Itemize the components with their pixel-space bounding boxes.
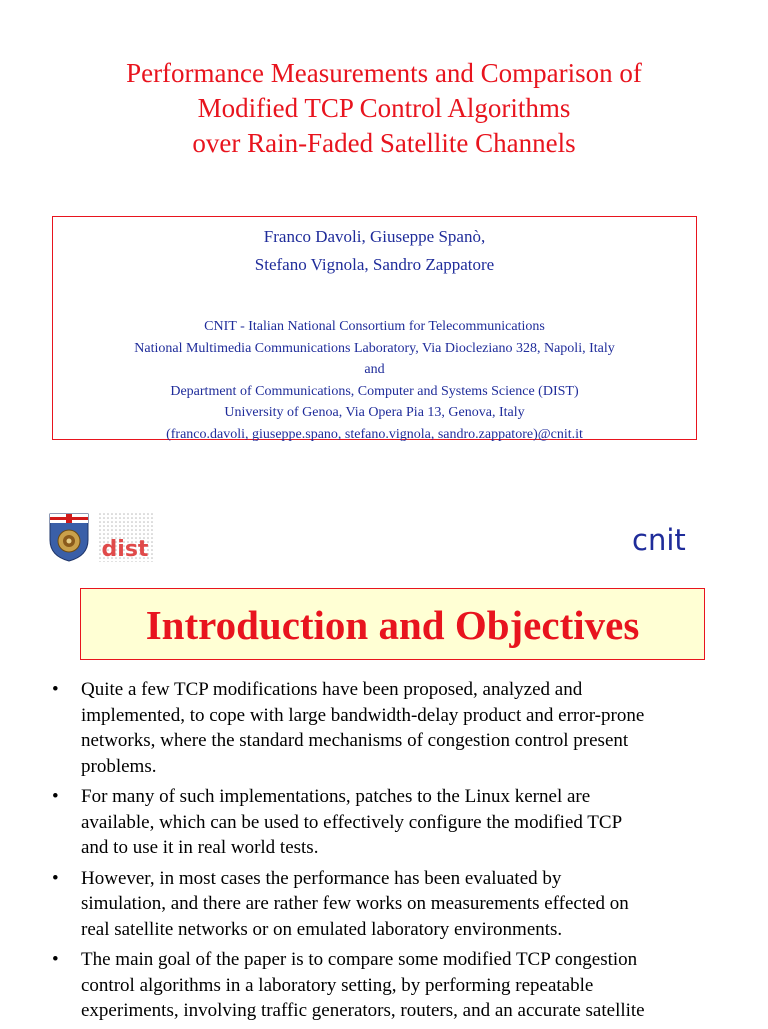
bullet-line: and to use it in real world tests. xyxy=(81,837,319,858)
bullet-item xyxy=(50,677,750,779)
title-line: Performance Measurements and Comparison of xyxy=(126,58,642,88)
affiliation-line: and xyxy=(364,362,385,377)
paper-title xyxy=(0,56,768,161)
section-title: Introduction and Objectives xyxy=(145,602,640,648)
bullet-list xyxy=(50,677,750,1029)
bullet-line: The main goal of the paper is to compare some modified TCP congestion xyxy=(81,949,638,970)
author-list xyxy=(53,223,696,279)
dist-logo-text: dist xyxy=(101,537,149,562)
dist-logo-icon xyxy=(98,512,153,562)
affiliation-line: National Multimedia Communications Laboratory, Via Diocleziano 328, Napoli, Italy xyxy=(134,340,615,356)
title-line: over Rain-Faded Satellite Channels xyxy=(192,128,576,158)
author-line: Stefano Vignola, Sandro Zappatore xyxy=(254,255,495,274)
bullet-line: simulation, and there are rather few works on measurements effected on xyxy=(81,893,629,914)
bullet-line: problems. xyxy=(81,755,157,777)
bullet-line: For many of such implementations, patches to the Linux kernel are xyxy=(81,786,591,807)
bullet-marker: • xyxy=(52,679,59,700)
bullet-line: control algorithms in a laboratory setting, by performing repeatable xyxy=(81,974,594,996)
bullet-line: available, which can be used to effectively configure the modified TCP xyxy=(81,811,623,833)
bullet-item xyxy=(50,947,750,1024)
bullet-marker: • xyxy=(52,867,59,889)
section-header-box xyxy=(80,588,705,660)
bullet-marker: • xyxy=(52,786,59,807)
bullet-line: networks, where the standard mechanisms of congestion control present xyxy=(81,730,629,751)
author-line: Franco Davoli, Giuseppe Spanò, xyxy=(263,227,486,246)
cnit-logo: cnit xyxy=(632,523,686,557)
affiliation-line: (franco.davoli, giuseppe.spano, stefano.vignola, sandro.zappatore)@cnit.it xyxy=(166,426,583,442)
bullet-line: However, in most cases the performance has been evaluated by xyxy=(81,867,562,889)
bullet-line: implemented, to cope with large bandwidth-delay product and error-prone xyxy=(81,704,645,726)
university-crest-icon xyxy=(48,512,90,562)
bullet-line: experiments, involving traffic generators, routers, and an accurate satellite xyxy=(81,1000,645,1021)
bullet-marker: • xyxy=(52,949,59,970)
bullet-item xyxy=(50,784,750,861)
bullet-item xyxy=(50,866,750,943)
title-line: Modified TCP Control Algorithms xyxy=(197,93,571,123)
affiliation-line: Department of Communications, Computer and Systems Science (DIST) xyxy=(170,383,579,399)
affiliation-list xyxy=(53,316,696,445)
bullet-line: real satellite networks or on emulated laboratory environments. xyxy=(81,918,563,940)
bullet-line: Quite a few TCP modifications have been proposed, analyzed and xyxy=(81,679,583,700)
author-affiliation-box xyxy=(52,216,697,440)
affiliation-line: University of Genoa, Via Opera Pia 13, Genova, Italy xyxy=(224,405,525,420)
affiliation-line: CNIT - Italian National Consortium for Telecommunications xyxy=(204,319,545,334)
